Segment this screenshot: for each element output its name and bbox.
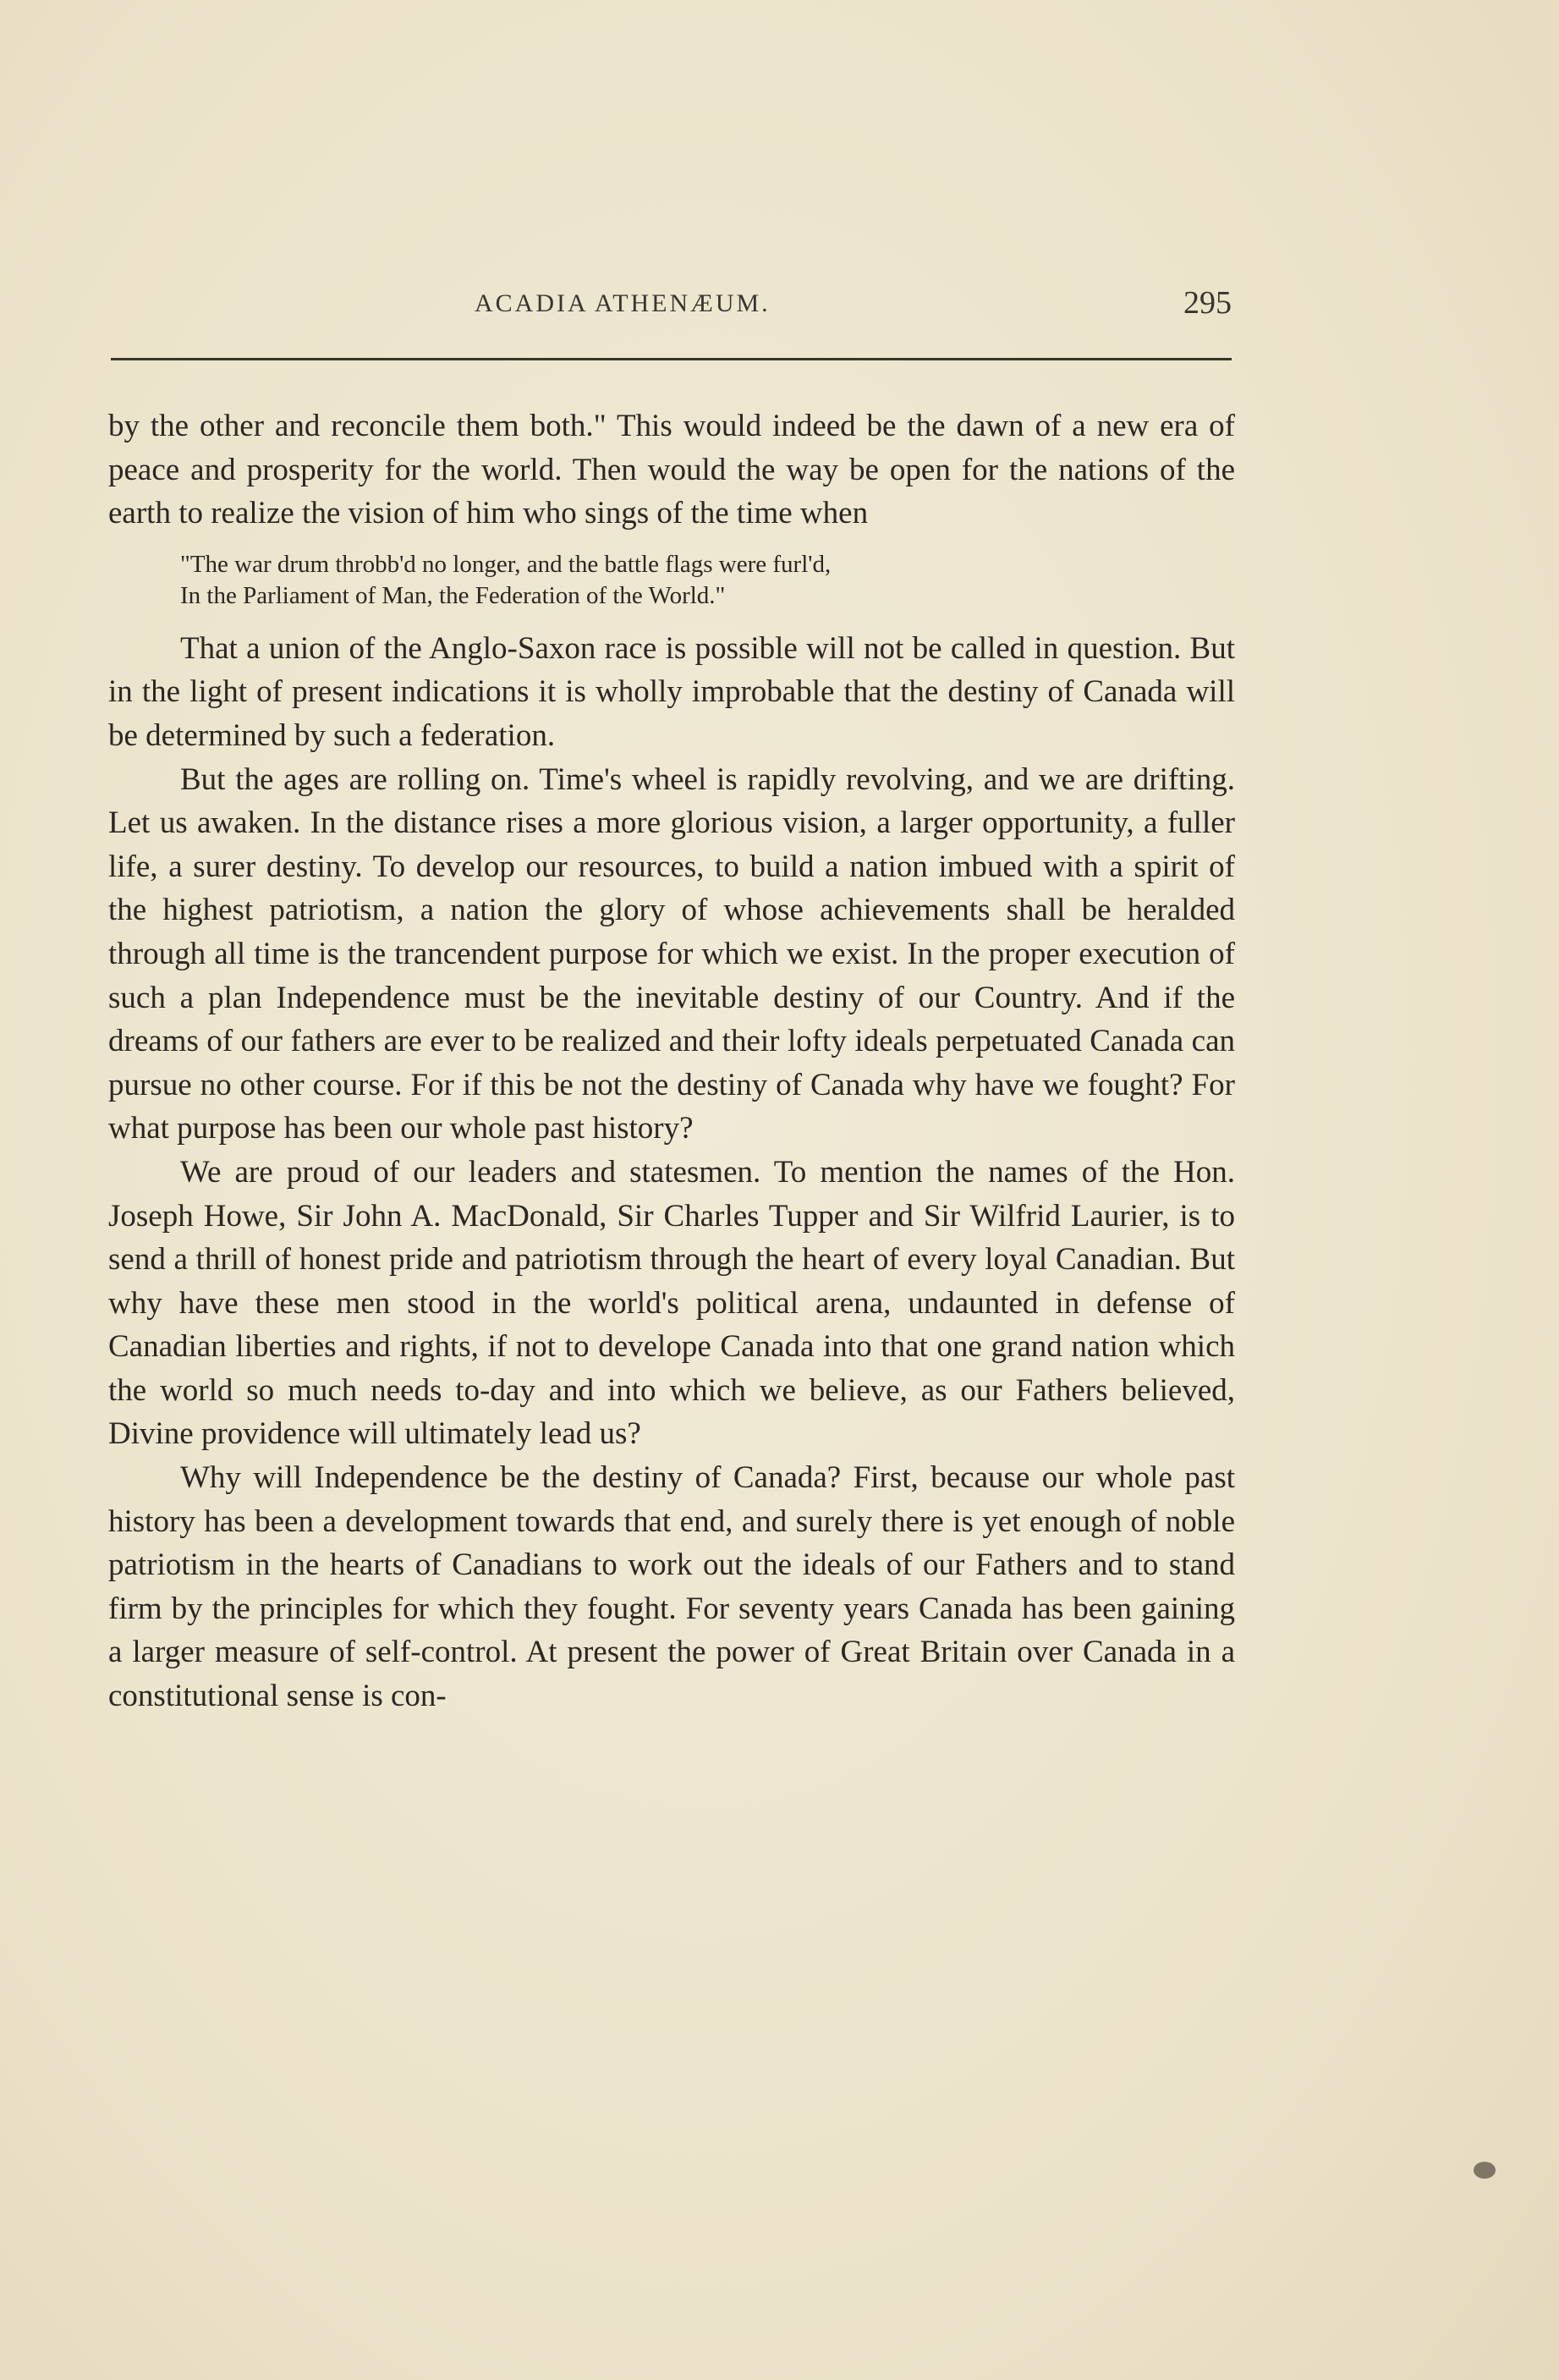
page-header xyxy=(111,284,1232,327)
quote-line-2: In the Parliament of Man, the Federation of the World." xyxy=(180,581,726,609)
body-text xyxy=(108,404,1235,1718)
paper-stain xyxy=(1474,2162,1496,2179)
header-rule xyxy=(111,358,1232,360)
running-title: ACADIA ATHENÆUM. xyxy=(475,289,771,317)
paragraph-2: That a union of the Anglo-Saxon race is possible will not be called in question. But in the light of present indications it is wholly improbable that the destiny of Canada will be determined by such a federation. xyxy=(108,630,1235,753)
paragraph-1: by the other and reconcile them both." This would indeed be the dawn of a new era of peace and prosperity for the world. Then would the way be open for the nations of the earth to realize the vision of him who sings of the time when xyxy=(108,409,1235,531)
paragraph-3: But the ages are rolling on. Time's wheel is rapidly revolving, and we are drifting. Let us awaken. In the distance rises a more glorious vision, a larger opportunity, a fuller life, a surer destiny. To develop our resources, to build a nation imbued with a spirit of the highest patriotism, a nation the glory of whose achievements shall be heralded through all time is the trancendent purpose for which we exist. In the proper execution of such a plan Independence must be the inevitable destiny of our Country. And if the dreams of our fathers are ever to be realized and their lofty ideals perpetuated Canada can pursue no other course. For if this be not the destiny of Canada why have we fought? For what purpose has been our whole past history? xyxy=(108,761,1235,1146)
paragraph-5: Why will Independence be the destiny of Canada? First, because our whole past history has been a development towards that end, and surely there is yet enough of noble patriotism in the hearts of Canadians to work out the ideals of our Fathers and to stand firm by the principles for which they fought. For seventy years Canada has been gaining a larger measure of self-control. At present the power of Great Britain over Canada in a constitutional sense is con- xyxy=(108,1460,1235,1714)
page-number: 295 xyxy=(1183,285,1232,321)
quote-line-1: "The war drum throbb'd no longer, and the battle flags were furl'd, xyxy=(180,550,832,578)
verse-quote xyxy=(108,549,1235,612)
paragraph-4: We are proud of our leaders and statesmen. To mention the names of the Hon. Joseph Howe, Sir John A. MacDonald, Sir Charles Tupper and Sir Wilfrid Laurier, is to send a thrill of honest pride and patriotism through the heart of every loyal Canadian. But why have these men stood in the world's political arena, undaunted in defense of Canadian liberties and rights, if not to develope Canada into that one grand nation which the world so much needs to-day and into which we believe, as our Fathers believed, Divine providence will ultimately lead us? xyxy=(108,1154,1235,1452)
